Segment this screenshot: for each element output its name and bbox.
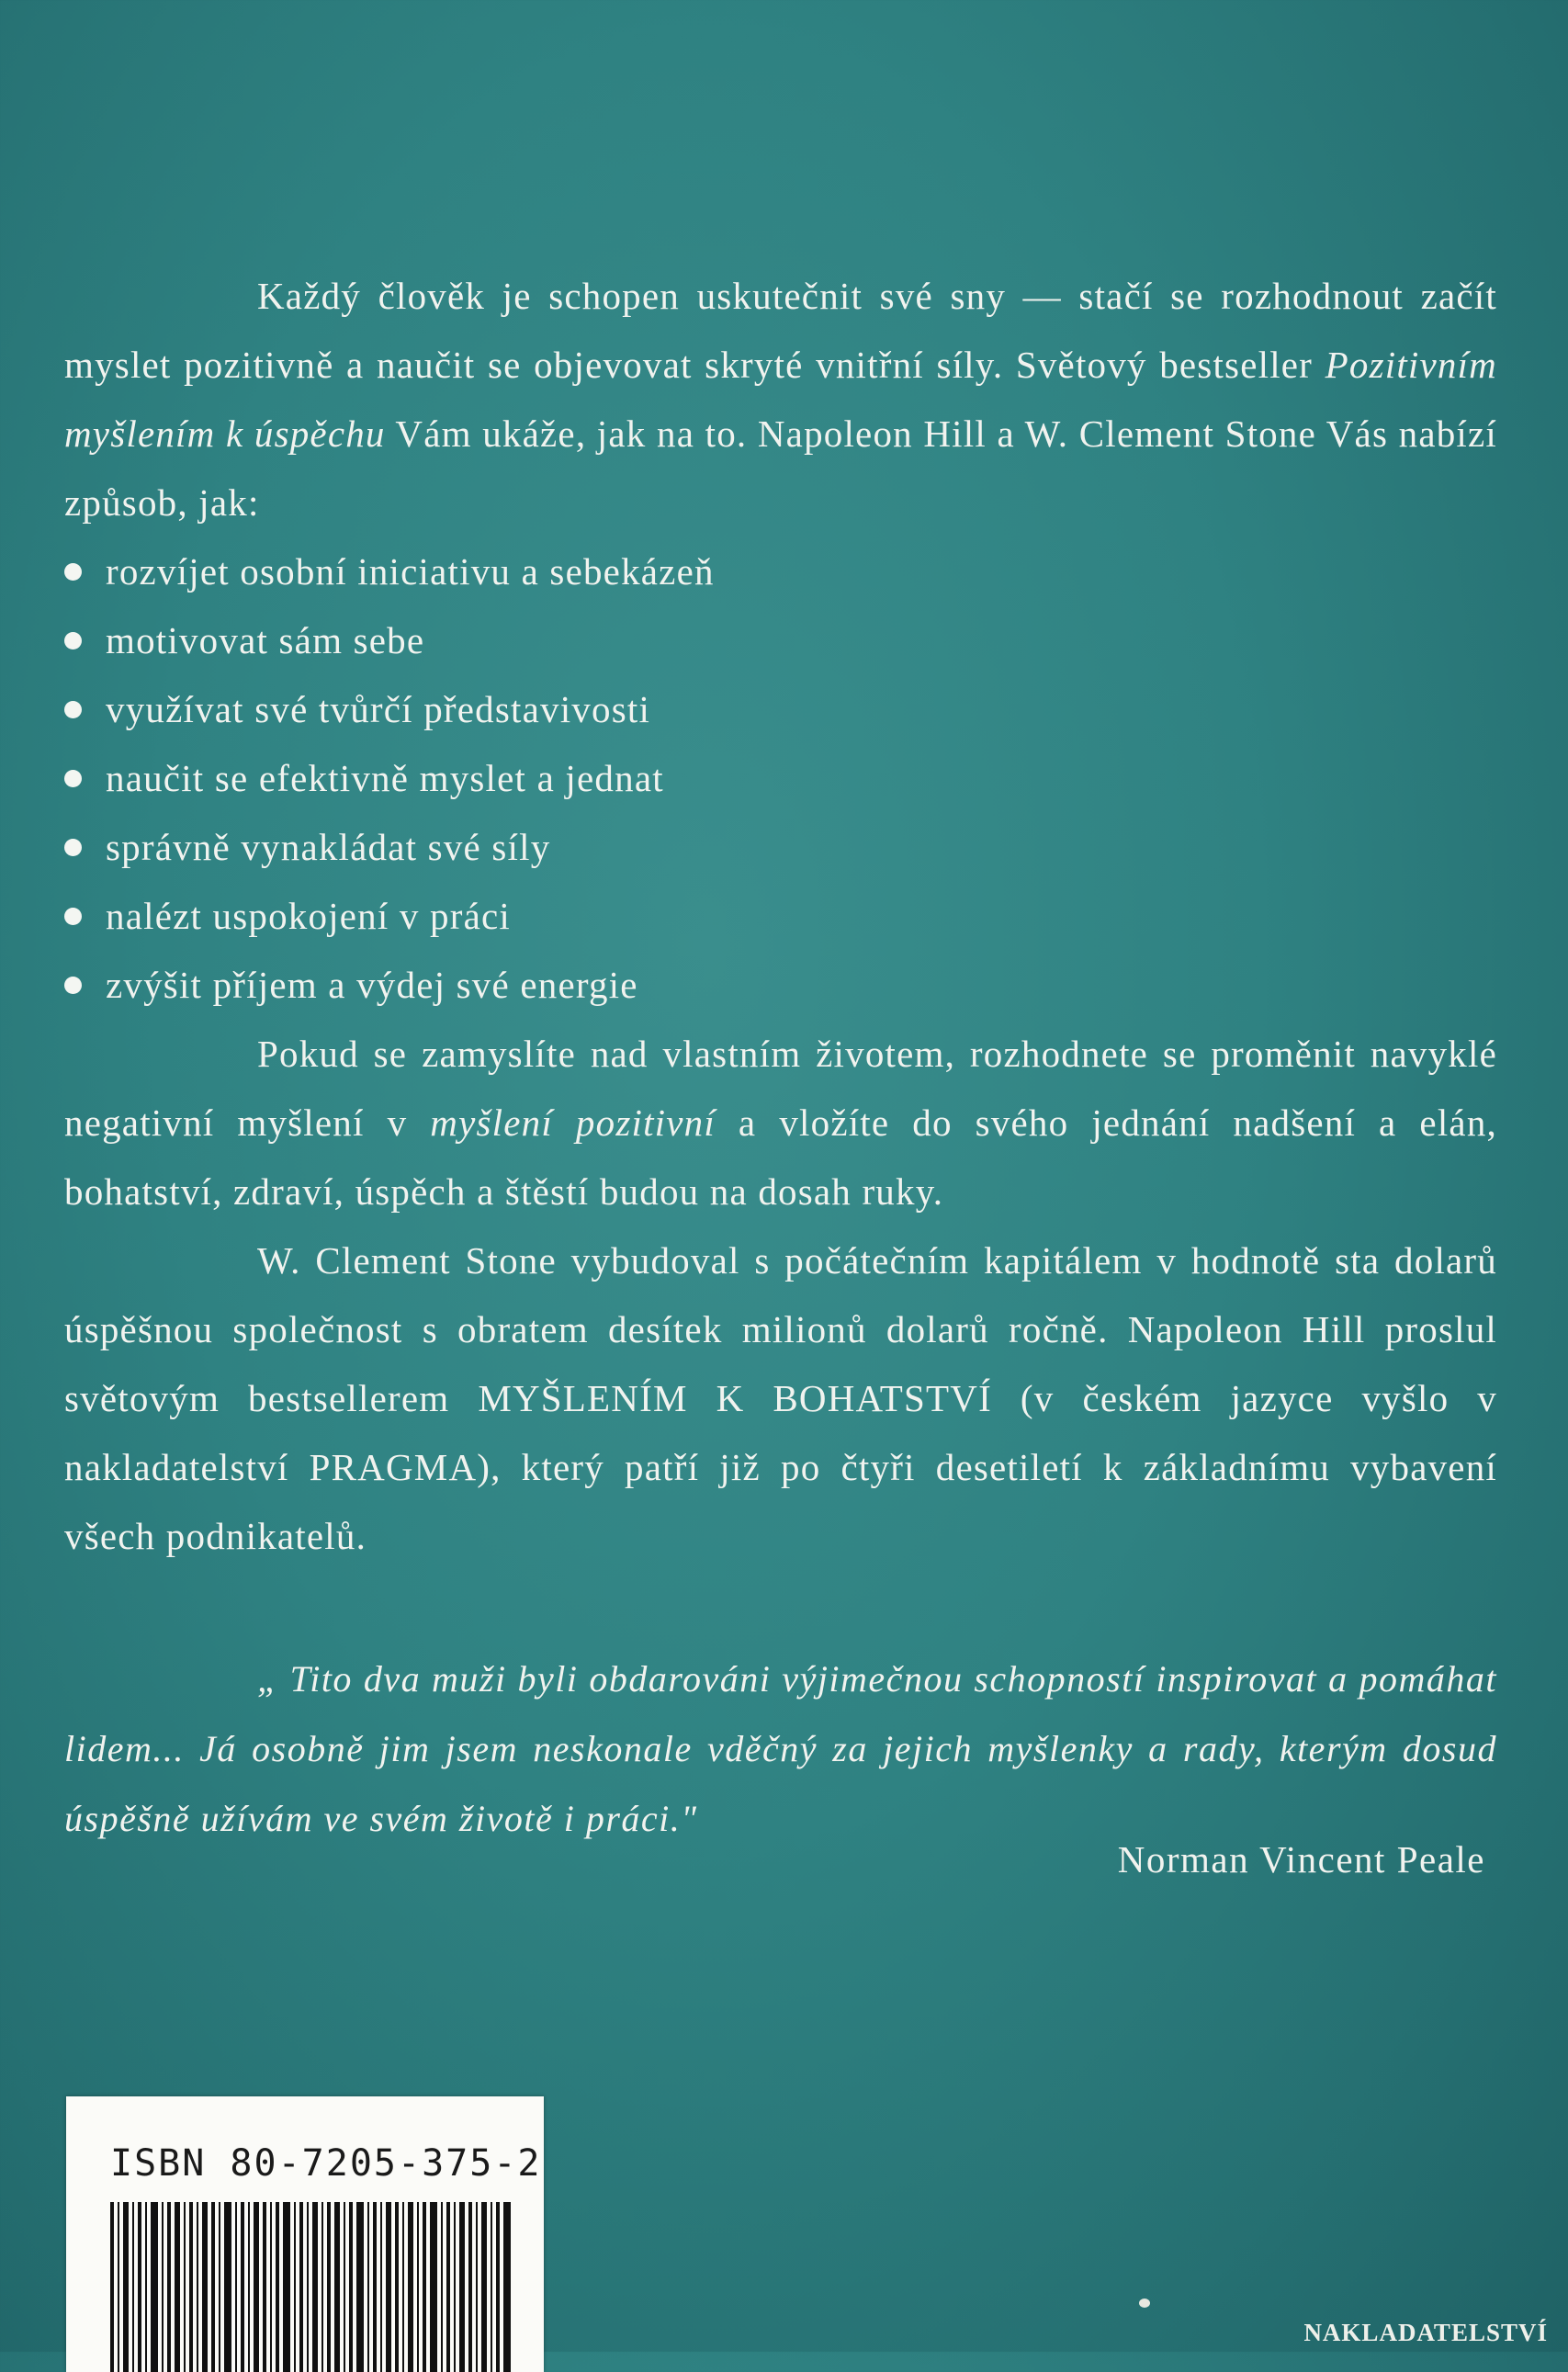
bullet-dot-icon bbox=[64, 770, 82, 787]
bullet-dot-icon bbox=[64, 632, 82, 649]
list-item: správně vynakládat své síly bbox=[64, 813, 1497, 882]
barcode-icon bbox=[110, 2202, 514, 2372]
testimonial-quote bbox=[64, 1644, 1497, 1854]
para2-text-1: Pokud se zamyslíte nad vlastním životem, rozhodnete se proměnit navyklé negativní myšlení v bbox=[64, 1033, 1497, 1144]
isbn-number: ISBN 80-7205-375-2 bbox=[110, 2142, 542, 2185]
list-item: motivovat sám sebe bbox=[64, 606, 1497, 675]
isbn-barcode-label bbox=[66, 2096, 544, 2372]
authors-paragraph: W. Clement Stone vybudoval s počátečním kapitálem v hodnotě sta dolarů úspěšnou společnost s obratem desítek milionů dolarů ročně. Napoleon Hill proslul světovým bestsellerem MYŠLENÍM K BOHATSTVÍ (v českém jazyce vyšlo v nakladatelství PRAGMA), který patří již po čtyři desetiletí k základnímu vybavení všech podnikatelů. bbox=[64, 1239, 1497, 1557]
book-title: Pozitivním myšlením k úspěchu bbox=[64, 344, 1497, 455]
bullet-dot-icon bbox=[64, 977, 82, 994]
intro-paragraph bbox=[64, 262, 1497, 537]
list-item: rozvíjet osobní iniciativu a sebekázeň bbox=[64, 537, 1497, 606]
bullet-dot-icon bbox=[64, 701, 82, 718]
intro-text-2: Vám ukáže, jak na to. Napoleon Hill a W. Clement Stone Vás nabízí způsob, jak: bbox=[64, 412, 1497, 524]
bullet-dot-icon bbox=[64, 839, 82, 856]
intro-text-1: Každý člověk je schopen uskutečnit své sny — stačí se rozhodnout začít myslet pozitivně a naučit se objevovat skryté vnitřní síly. Světový bestseller bbox=[64, 275, 1497, 386]
bullet-dot-icon bbox=[64, 908, 82, 925]
list-item: zvýšit příjem a výdej své energie bbox=[64, 951, 1497, 1020]
para2-emphasis: myšlení pozitivní bbox=[430, 1101, 716, 1144]
bullet-dot-icon bbox=[64, 563, 82, 581]
list-item: využívat své tvůrčí představivosti bbox=[64, 675, 1497, 744]
quote-text: „ Tito dva muži byli obdarováni výjimečnou schopností inspirovat a pomáhat lidem... Já osobně jim jsem neskonale vděčný za jejich myšlenky a rady, kterým dosud úspěšně užívám ve svém životě i práci." bbox=[64, 1658, 1497, 1839]
para2-text-2: a vložíte do svého jednání nadšení a elán, bohatství, zdraví, úspěch a štěstí budou na dosah ruky. bbox=[64, 1101, 1497, 1213]
second-paragraph bbox=[64, 1020, 1497, 1226]
benefit-list bbox=[64, 537, 1497, 1020]
list-item: nalézt uspokojení v práci bbox=[64, 882, 1497, 951]
blurb bbox=[64, 262, 1497, 1571]
print-speck bbox=[1139, 2299, 1150, 2308]
quote-author: Norman Vincent Peale bbox=[1117, 1838, 1485, 1881]
list-item: naučit se efektivně myslet a jednat bbox=[64, 744, 1497, 813]
publisher-name: NAKLADATELSTVÍ bbox=[1303, 2319, 1548, 2346]
